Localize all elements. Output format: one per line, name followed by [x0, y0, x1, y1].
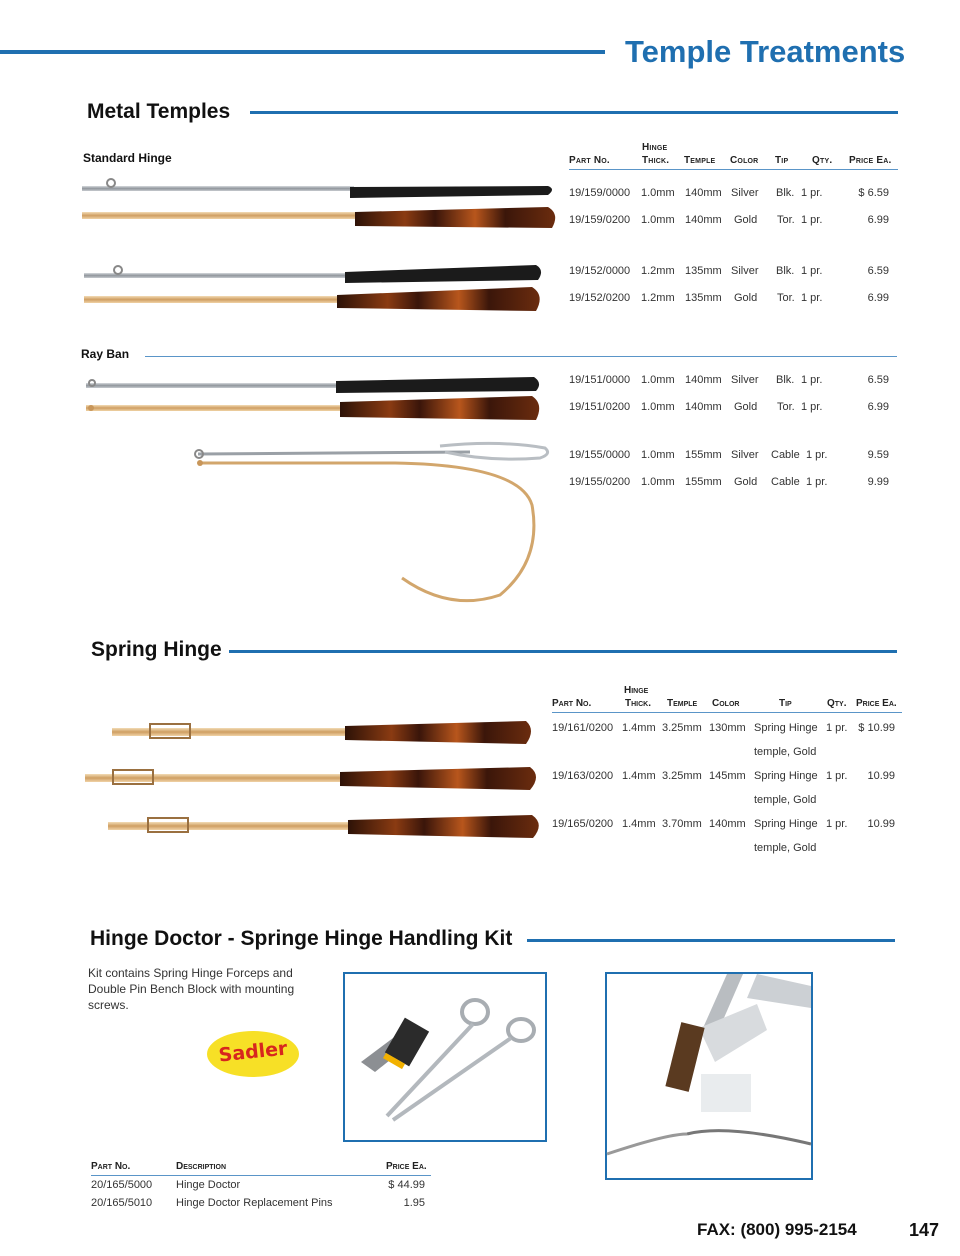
pliers-on-hinge-image: [607, 974, 811, 1178]
part-number: 20/165/5010: [91, 1197, 153, 1209]
tip: Tor.: [777, 401, 795, 413]
price: 6.59: [867, 265, 889, 277]
tip: Tor.: [777, 214, 795, 226]
tip: Tor.: [777, 292, 795, 304]
col-header-temple: Temple: [684, 155, 716, 166]
spring-temple-gold: [112, 721, 531, 744]
hinge-size: 3.25mm: [662, 770, 702, 782]
col-header-price: Price Ea.: [386, 1161, 427, 1172]
forceps-and-block-image: [345, 974, 545, 1140]
hinge-size: 3.25mm: [662, 722, 702, 734]
col-header-price: Price Ea.: [849, 155, 892, 166]
sadler-logo: [207, 1031, 299, 1077]
tip: Cable: [771, 476, 800, 488]
price: $ 44.99: [388, 1179, 425, 1191]
description-line-2: temple, Gold: [754, 794, 817, 806]
tip: Cable: [771, 449, 800, 461]
section-heading-spring-hinge: Spring Hinge: [91, 638, 222, 661]
col-header-part-no: Part No.: [91, 1161, 131, 1172]
kit-product-photo: [343, 972, 547, 1142]
temple-length: 145mm: [709, 770, 746, 782]
section-rule-hinge-doctor: [527, 939, 895, 942]
temple-length: 135mm: [685, 292, 722, 304]
part-number: 19/155/0200: [569, 476, 631, 488]
color: Silver: [731, 265, 759, 277]
price: 6.99: [867, 292, 889, 304]
price: 6.99: [867, 401, 889, 413]
description: Spring Hinge: [754, 722, 818, 734]
tip: Blk.: [776, 265, 795, 277]
qty: 1 pr.: [801, 401, 823, 413]
color: Gold: [734, 214, 758, 226]
part-number: 19/151/0000: [569, 374, 631, 386]
temple-length: 135mm: [685, 265, 722, 277]
thickness: 1.0mm: [641, 476, 675, 488]
description-line-2: temple, Gold: [754, 842, 817, 854]
qty: 1 pr.: [801, 265, 823, 277]
page-number: 147: [909, 1220, 940, 1240]
temple-length: 140mm: [709, 818, 746, 830]
col-header-part-no: Part No.: [569, 155, 610, 166]
thickness: 1.0mm: [641, 374, 675, 386]
color: Gold: [734, 476, 758, 488]
thickness: 1.0mm: [641, 187, 675, 199]
part-number: 19/159/0000: [569, 187, 631, 199]
price: 10.99: [867, 770, 895, 782]
color: Gold: [734, 401, 758, 413]
temple-length: 140mm: [685, 401, 722, 413]
col-header-thick: Thick.: [625, 698, 651, 709]
description: Spring Hinge: [754, 770, 818, 782]
hinge-size: 3.70mm: [662, 818, 702, 830]
col-header-thick: Thick.: [642, 155, 670, 166]
temple-length: 155mm: [685, 476, 722, 488]
part-number: 19/152/0000: [569, 265, 631, 277]
qty: 1 pr.: [801, 374, 823, 386]
page-title: Temple Treatments: [625, 34, 906, 69]
temple-length: 140mm: [685, 187, 722, 199]
description: Hinge Doctor: [176, 1179, 241, 1191]
color: Gold: [734, 292, 758, 304]
thickness: 1.0mm: [641, 401, 675, 413]
part-number: 19/165/0200: [552, 818, 614, 830]
description-line-2: temple, Gold: [754, 746, 817, 758]
qty: 1 pr.: [806, 449, 828, 461]
part-number: 19/152/0200: [569, 292, 631, 304]
price: 1.95: [403, 1197, 425, 1209]
spring-temple-gold: [85, 767, 536, 790]
price: 6.59: [867, 374, 889, 386]
col-header-tip: Tip: [779, 698, 792, 709]
hinge-in-use-photo: [605, 972, 813, 1180]
qty: 1 pr.: [801, 292, 823, 304]
qty: 1 pr.: [826, 818, 848, 830]
part-number: 19/161/0200: [552, 722, 614, 734]
price: 9.59: [867, 449, 889, 461]
part-number: 19/151/0200: [569, 401, 631, 413]
part-number: 20/165/5000: [91, 1179, 153, 1191]
temple-length: 140mm: [685, 214, 722, 226]
kit-description: Kit contains Spring Hinge Forceps and Double Pin Bench Block with mounting screws.: [88, 966, 295, 1012]
col-header-temple: Temple: [667, 698, 698, 709]
color: Silver: [731, 374, 759, 386]
qty: 1 pr.: [801, 187, 823, 199]
temple-length: 155mm: [685, 449, 722, 461]
price: $ 10.99: [858, 722, 895, 734]
col-header-price: Price Ea.: [856, 698, 897, 709]
thickness: 1.4mm: [622, 770, 656, 782]
price: $ 6.59: [858, 187, 889, 199]
ray-ban-label: Ray Ban: [81, 347, 130, 361]
temple-length: 140mm: [685, 374, 722, 386]
price: 6.99: [867, 214, 889, 226]
qty: 1 pr.: [806, 476, 828, 488]
part-number: 19/159/0200: [569, 214, 631, 226]
part-number: 19/155/0000: [569, 449, 631, 461]
sadler-logo-text: Sadler: [217, 1037, 289, 1067]
col-header-qty: Qty.: [827, 698, 847, 709]
part-number: 19/163/0200: [552, 770, 614, 782]
price: 9.99: [867, 476, 889, 488]
col-header-tip: Tip: [775, 155, 789, 166]
col-header-hinge: Hinge: [624, 685, 649, 696]
color: Silver: [731, 187, 759, 199]
thickness: 1.2mm: [641, 292, 675, 304]
tip: Blk.: [776, 187, 795, 199]
thickness: 1.0mm: [641, 214, 675, 226]
qty: 1 pr.: [801, 214, 823, 226]
thickness: 1.4mm: [622, 722, 656, 734]
qty: 1 pr.: [826, 722, 848, 734]
thickness: 1.4mm: [622, 818, 656, 830]
section-heading-hinge-doctor: Hinge Doctor - Springe Hinge Handling Kit: [90, 927, 513, 950]
thickness: 1.0mm: [641, 449, 675, 461]
col-header-part-no: Part No.: [552, 698, 592, 709]
col-header-color: Color: [730, 155, 759, 166]
description: Spring Hinge: [754, 818, 818, 830]
col-header-hinge: Hinge: [642, 142, 668, 153]
col-header-description: Description: [176, 1161, 227, 1172]
temple-length: 130mm: [709, 722, 746, 734]
fax-number: FAX: (800) 995-2154: [697, 1220, 857, 1239]
color: Silver: [731, 449, 759, 461]
tip: Blk.: [776, 374, 795, 386]
qty: 1 pr.: [826, 770, 848, 782]
standard-hinge-label: Standard Hinge: [83, 151, 172, 165]
price: 10.99: [867, 818, 895, 830]
section-heading-metal-temples: Metal Temples: [87, 100, 231, 123]
table-header-underline: [91, 1175, 431, 1176]
col-header-color: Color: [712, 698, 740, 709]
col-header-qty: Qty.: [812, 155, 833, 166]
thickness: 1.2mm: [641, 265, 675, 277]
spring-temple-gold: [108, 815, 539, 838]
description: Hinge Doctor Replacement Pins: [176, 1197, 333, 1209]
